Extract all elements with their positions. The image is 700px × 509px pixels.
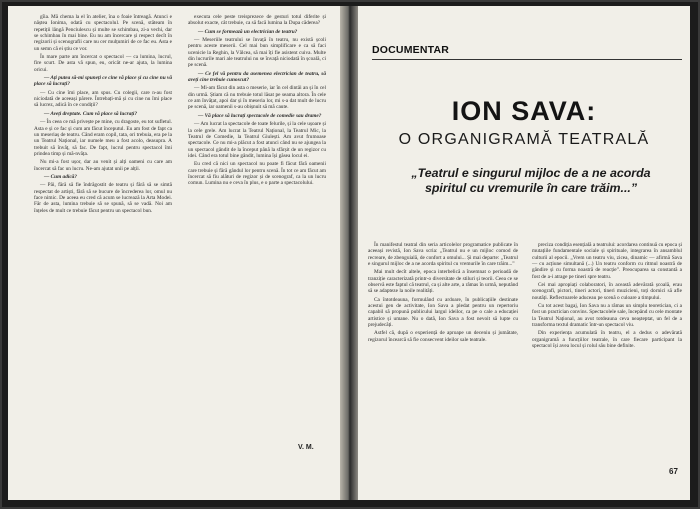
paragraph: — În ceea ce mă privește pe mine, cu dragoste, eu tot sufletul. Asta e și ce fac și cum am făcut începutul. Eu am fost de fapt ca un meseriaș de teatru. Când eram copil, tata, ori trebuia, era pe la un Teatrul Național, iar numele meu a fost acolo, deasupra. A trebuit să învăț, să fac. De fapt, lucrul pentru spectacol îmi prindea timp și mă-nvăța.: [34, 119, 172, 157]
article-subheadline: O ORGANIGRAMĂ TEATRALĂ: [398, 131, 650, 148]
interview-question: — Cum adică?: [44, 173, 77, 180]
magazine-spread: [2, 2, 698, 507]
interview-question: — Vă place să lucrați spectacole de comedie sau drame?: [198, 112, 322, 119]
paragraph: — Am lucrat la spectacole de toate felurile, și la cele ușoare și la cele grele. Am lucrat la Teatrul Național, la Teatrul Mic, la Teatrul de Comedie, la Teatrul Giulești. Am avut frumoase spectacole. Ce nu mi-a plăcut a fost atunci când nu se ajungea la un spectacol gândit de la început până la sfârșit de un regizor cu idei. Când era totul bine gândit, lumina își găsea locul ei.: [188, 121, 326, 159]
paragraph: Mai mult decît altele, epoca interbelică a însemnat o perioadă de tranziție caracterizată printr-o diversitate de stiluri și teorii. Ceea ce se observă este faptul că teatrul, ca și alte arte, a rămas în urmă, neputând să se adapteze la noile realități.: [368, 269, 518, 295]
section-label: DOCUMENTAR: [372, 44, 450, 56]
paragraph: În manifestul teatral din seria articolelor programatice publicate în aceeași revistă, Ion Sava scria: „Teatrul nu e un mijloc comod de recreare, de zbenguială, de confort a omului... Și mai departe: „Teatrul e singurul mijloc de a ne acorda spiritul cu vremurile în care trăim...”: [368, 242, 518, 268]
interview-question: — Ce fel vă pentru da asemenea electrician de teatru, să aveți cine trebuie cunoscut?: [188, 70, 326, 84]
right-page: [358, 6, 690, 500]
paragraph: executa cele peste treisprezece de gesturi totul diferite și absolut exacte, cât trebuie, ca să facă lumina la Dupa căderea?: [188, 14, 326, 27]
right-column-2: [532, 242, 682, 352]
paragraph: Cu tot acest bagaj, Ion Sava nu a rămas un simplu teoretician, ci a fost un practician convins. Spectacolele sale, începând cu cele montate la Teatrul Național, au avut totdeauna ceva neașteptat, un fel de a transforma textul dramatic într-un spectacol viu.: [532, 303, 682, 329]
article-headline: ION SAVA:: [451, 96, 597, 126]
left-column-2: [188, 14, 326, 189]
book-gutter: [340, 6, 358, 500]
paragraph: Eu cred că nici un spectacol nu poate fi făcut fără oamenii care trebuie și fără gândul lor pentru scenă. În tot ce am făcut am încercat să fiu alături de regizor și de scenograf, ca la un lucru comun. Lumina nu e ceva în plus, e o parte a spectacolului.: [188, 161, 326, 187]
paragraph: gîia. Mă chema la el în atelier, îna o foaie întreagă. Atunci e nâștea Ionima, odată cu spectacolul. Pe scenă, stăteam în repetiții lângă Penciulescu și multe se schimbau, zi-a vechi, dar se schimbau în mai bine. Eu nu am încercare și respect decît în regizorii și scenografii care nu cer mulțumiri de ce fac eu. Asta e un semn că ei știu ce vor.: [34, 14, 172, 52]
paragraph: — Meseriile teatrului se învață în teatru, nu există școli pentru aceste meserii. Cel mai bun simplificare e ca să faci ucenicie la Reghin, la Vâlcea, să mai îți fie asistent cuiva. Multe din lucrurile mari ale teatrului nu se învață niciodată în școală, ci pe scenă.: [188, 37, 326, 69]
page-number: 67: [669, 467, 678, 476]
author-signature: V. M.: [298, 444, 314, 451]
right-column-1: [368, 242, 518, 345]
paragraph: Ca întotdeauna, formulând cu ardoare, în publicațiile destinate acestui gen de activitate, Ion Sava a pledat pentru un repertoriu capabil să propună publicului largul ideilor, ca pe o cale a educației artistice și umane. Nu o dată, Ion Sava a fost nevoit să lupte cu prejudecăți.: [368, 296, 518, 329]
paragraph: — Cu cine îmi place, am spus. Cu colegii, care n-au fost niciodată de aceeași părere. Întrebați-mă și cu cine nu îmi place să lucrez, adică în ce condiții?: [34, 89, 172, 109]
left-column-1: [34, 14, 172, 216]
paragraph: preciza condiția esențială a teatrului: acordarea continuă cu epoca și mutațiile fundamentale sociale și spirituale, integrarea în ansamblul culturii al epocii. „Vrem un teatru viu, zicea, dinamic — afirmă Sava — cu acțiune simultană (...) Un teatru conform cu ritmul noastră de gândire și cu forma noastră de reacție”. Preocuparea sa constantă a fost de a-i atrage pe tineri spre teatru.: [532, 242, 682, 280]
paragraph: — Păi, fără să fie îndrăgostit de teatru și fără să se simtă respectat de artiști, fără să se bucure de încrederea lor, omul nu face nimic. De aceea eu cred că acum se lucrează la Arta Modei. Făr de asta, lumina trebuie să se spună, să se vadă. Noi am înțeles de mult ce trebuie făcut pentru un spectacol bun.: [34, 182, 172, 214]
interview-question: — Ați putea să-mi spuneți ce cine vă place și cu cine nu vă place să lucrați?: [34, 75, 172, 88]
left-page: [8, 6, 341, 500]
paragraph: Nu mi-a fost ușor, dar au venit și alți oameni cu care am încercat să fac un lucru. Ne-am ajutat unii pe alții.: [34, 159, 172, 172]
interview-question: — Aveți dreptate. Cum vă place să lucrați?: [44, 110, 137, 117]
paragraph: Cei mai apropiați colaboratori, în această adevărată școală, erau scenografi, pictori, tineri actori, tineri muzicieni, toți dornici să afle noutăți. Reflectoarele aduceau pe scenă o culoare a timpului.: [532, 282, 682, 301]
pull-quote: „Teatrul e singurul mijloc de a ne acorda spiritul cu vremurile în care trăim...”: [411, 166, 651, 195]
interview-question: — Cum se formează un electrician de teatru?: [198, 28, 298, 35]
paragraph: Din experiența acumulată în teatru, el a dedus o adevărată organigramă a funcțiilor teatrale, în care fiecare participant la spectacol își avea locul și rolul său bine definite.: [532, 330, 682, 350]
section-divider: [372, 59, 682, 60]
paragraph: În mare parte am încercat o spectacol — ca lumina, lucrul, fire scurt. De asta vă spun, eu, oricât ne-ar ajuta, la lumina oricui.: [34, 54, 172, 73]
paragraph: — Mi-am făcut din asta o meserie, iar în cel dintâi an și în cel din urmă. Știam că nu trebuie totul lăsat pe seama altora. În cele ce am învățat, apoi dar și în meseria lor, mi s-a dat mult de lucru pe scenă, iar oamenii s-au obișnuit să mă caute.: [188, 85, 326, 111]
paragraph: Astfel că, după o experiență de aproape un deceniu și jumătate, regizorul încearcă să fie consecvent ideilor sale teatrale.: [368, 330, 518, 343]
